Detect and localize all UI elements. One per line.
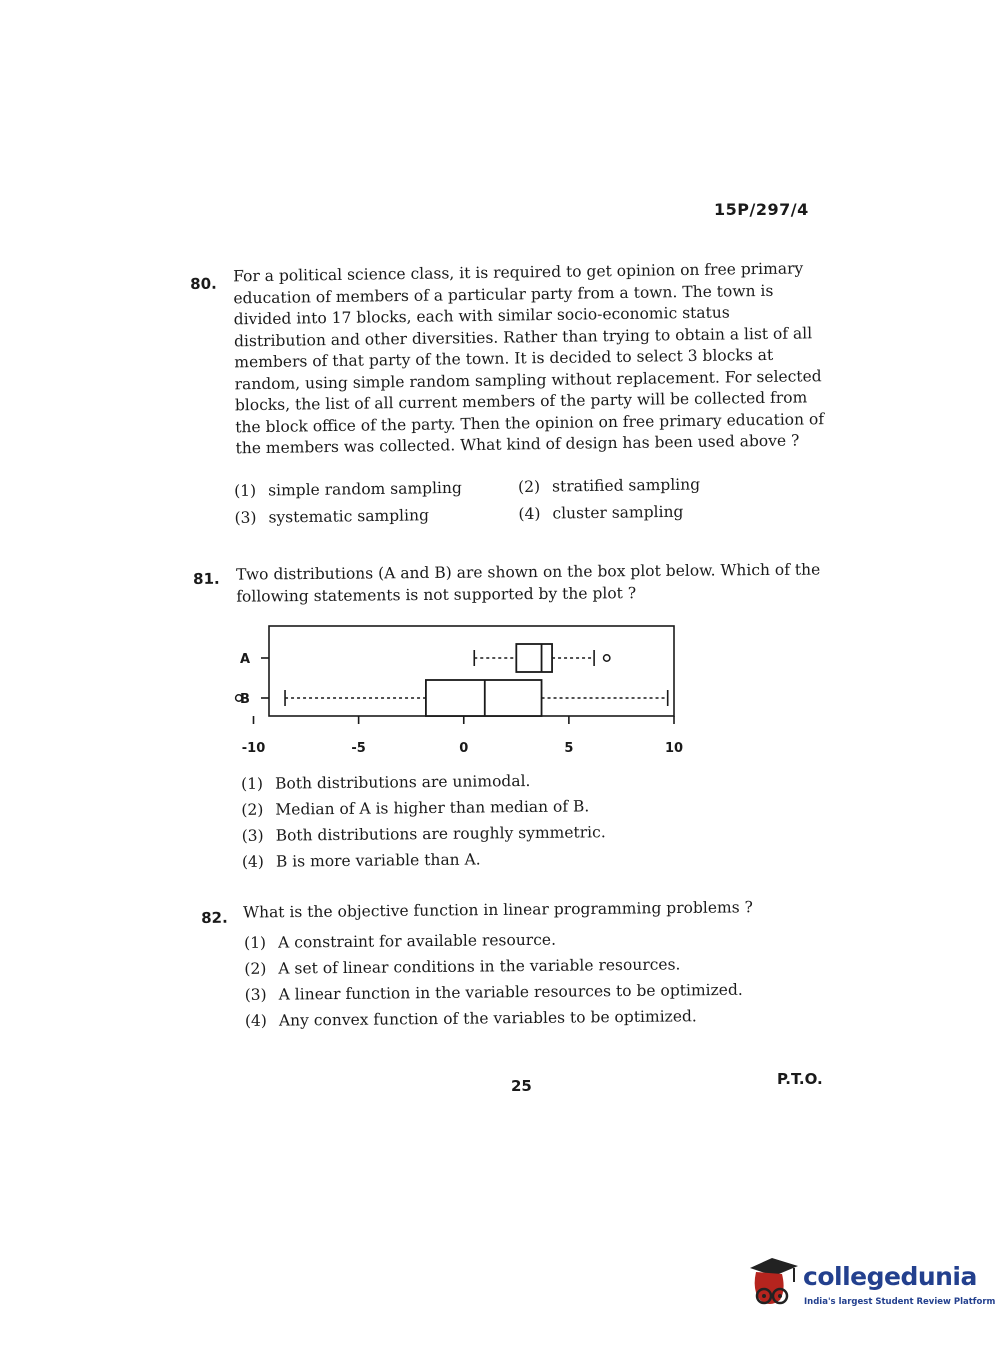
x-tick-label: -5 — [351, 741, 366, 756]
option: (1) simple random sampling — [234, 478, 462, 500]
question-number: 81. — [193, 569, 220, 588]
pto-label: P.T.O. — [777, 1070, 823, 1088]
option: (2) stratified sampling — [517, 475, 701, 497]
option: (2) A set of linear conditions in the variable resources. — [244, 955, 681, 978]
option: (3) A linear function in the variable resources to be optimized. — [244, 980, 743, 1004]
category-label: B — [240, 692, 250, 707]
option: (4) cluster sampling — [518, 502, 684, 524]
question-number: 82. — [201, 908, 228, 927]
category-label: A — [240, 652, 251, 667]
collegedunia-mascot-icon — [742, 1250, 800, 1312]
box — [516, 644, 552, 672]
option: (4) Any convex function of the variables to be optimized. — [244, 1007, 697, 1030]
option: (1) Both distributions are unimodal. — [241, 771, 531, 793]
option: (2) Median of A is higher than median of B. — [241, 797, 590, 819]
option: (3) Both distributions are roughly symmetric. — [241, 823, 606, 845]
outlier-point — [604, 655, 610, 661]
brand-tagline: India's largest Student Review Platform — [804, 1297, 996, 1307]
x-tick-label: 5 — [564, 741, 574, 756]
x-tick-label: 0 — [459, 741, 469, 756]
question-text: For a political science class, it is required to get opinion on free primary education of members of a particular party from a town. The town is divided into 17 blocks, each with similar socio-economic status distribution and other diversities. Rather than trying to obtain a list of all members of that party of the town. It is decided to select 3 blocks at random, using simple random sampling without replacement. For selected blocks, the list of all current members of the party will be collected from the block office of the party. Then the opinion on free primary education of the members was collected. What kind of design has been used above ? — [233, 259, 825, 458]
x-tick-label: -10 — [241, 741, 266, 756]
paper-code: 15P/297/4 — [714, 200, 809, 219]
option: (4) B is more variable than A. — [241, 850, 481, 871]
page-number: 25 — [511, 1077, 532, 1095]
question-text: What is the objective function in linear programming problems ? — [243, 898, 753, 922]
question-text: Two distributions (A and B) are shown on the box plot below. Which of the following statements is not supported by the plot ? — [236, 560, 821, 606]
box-plot-chart — [232, 620, 692, 770]
option: (1) A constraint for available resource. — [244, 930, 557, 952]
brand-name: collegedunia — [803, 1262, 977, 1291]
question-number: 80. — [190, 274, 217, 293]
option: (3) systematic sampling — [234, 506, 430, 527]
x-tick-label: 10 — [664, 741, 684, 756]
box — [426, 680, 542, 716]
